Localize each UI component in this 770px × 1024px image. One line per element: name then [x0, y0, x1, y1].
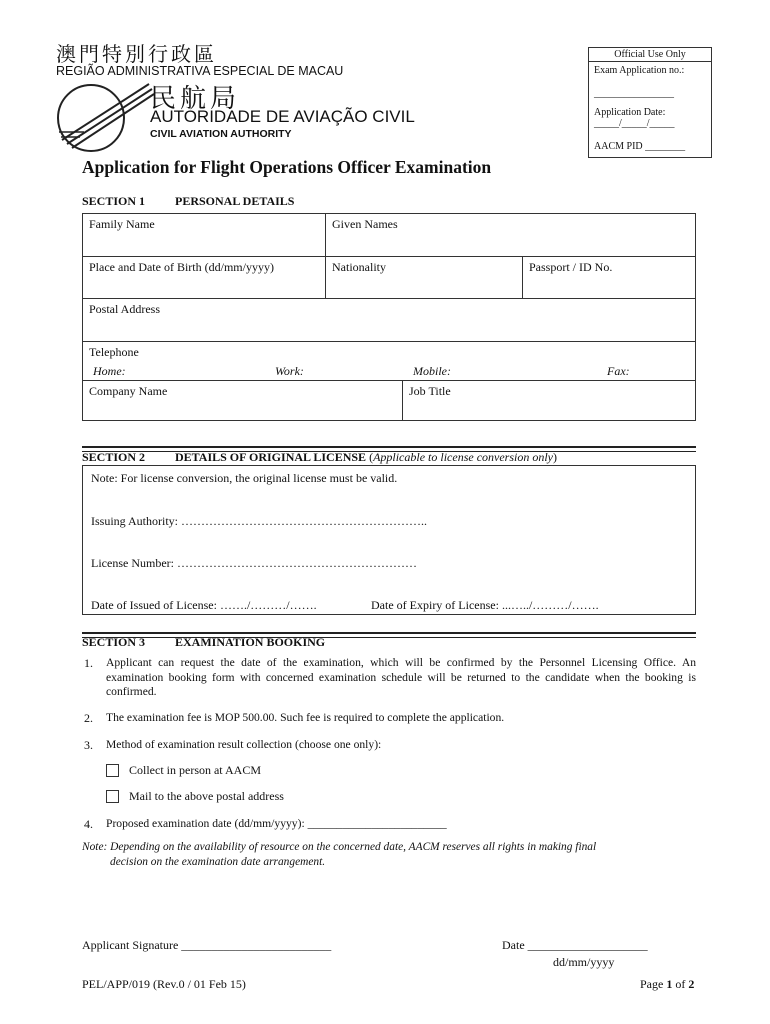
booking-note: Note: Depending on the availability of resource on the concerned date, AACM reserves all rights in making final [82, 841, 597, 853]
birth-field[interactable] [82, 256, 326, 299]
work-phone-label: Work: [275, 364, 304, 378]
section2-heading-line [175, 450, 557, 465]
section3-number: SECTION 3 [82, 635, 146, 649]
mobile-phone-label: Mobile: [413, 364, 451, 378]
family-name-field[interactable] [82, 213, 326, 257]
chinese-region-title: 澳門特別行政區 [56, 42, 217, 66]
item-number: 1. [84, 656, 93, 670]
mail-checkbox[interactable] [106, 790, 119, 803]
fax-label: Fax: [607, 364, 630, 378]
item-number: 3. [84, 738, 93, 752]
postal-address-field[interactable] [82, 298, 696, 342]
chinese-authority-title: 民航局 [150, 84, 241, 114]
section2-heading: DETAILS OF ORIGINAL LICENSE [175, 450, 367, 464]
passport-label: Passport / ID No. [529, 260, 613, 274]
current-page: 1 [666, 977, 673, 991]
home-phone-label: Home: [93, 364, 126, 378]
date-expiry-field[interactable]: Date of Expiry of License: ...…../………/……. [371, 598, 599, 612]
telephone-field[interactable] [82, 341, 696, 381]
total-pages: 2 [688, 977, 695, 991]
section2-number: SECTION 2 [82, 450, 146, 464]
job-title-field[interactable] [402, 380, 696, 421]
official-use-title: Official Use Only [589, 48, 711, 62]
page-number [640, 977, 694, 992]
passport-field[interactable] [522, 256, 696, 299]
paren: ( [369, 450, 374, 464]
telephone-label: Telephone [89, 345, 139, 359]
region-title-pt: REGIÃO ADMINISTRATIVA ESPECIAL DE MACAU [56, 64, 344, 78]
official-use-box [588, 47, 712, 158]
item-number: 2. [84, 711, 93, 725]
aacm-pid-field[interactable]: AACM PID ________ [594, 141, 686, 152]
booking-note-cont: decision on the examination date arrangement. [110, 856, 326, 868]
page-prefix: Page [640, 977, 667, 991]
section2-subnote: Applicable to license conversion only [373, 450, 554, 464]
authority-title-pt: AUTORIDADE DE AVIAÇÃO CIVIL [150, 107, 415, 126]
job-title-label: Job Title [409, 384, 451, 398]
application-date-field[interactable]: _____/_____/_____ [594, 118, 675, 129]
item-booking-text: Applicant can request the date of the examination, which will be confirmed by the Personnel Licensing Office. An examination booking form with concerned examination schedule will be returned to the candidate when the booking is confirmed. [106, 656, 696, 698]
company-name-field[interactable] [82, 380, 403, 421]
postal-address-label: Postal Address [89, 302, 161, 316]
section1-number: SECTION 1 [82, 194, 146, 208]
item-method-text: Method of examination result collection (choose one only): [106, 738, 382, 751]
given-names-field[interactable] [325, 213, 696, 257]
issuing-authority-field[interactable]: Issuing Authority: …………………………………………………….. [91, 514, 428, 528]
license-number-field[interactable]: License Number: …………………………………………………… [91, 556, 417, 570]
license-note: Note: For license conversion, the original license must be valid. [91, 471, 398, 485]
page-of: of [672, 977, 689, 991]
applicant-signature-field[interactable]: Applicant Signature _________________________ [82, 938, 332, 952]
license-details-box [82, 465, 696, 615]
date-issued-field[interactable]: Date of Issued of License: ……./………/……. [91, 598, 317, 612]
page-title: Application for Flight Operations Officer Examination [82, 157, 492, 177]
application-date-label: Application Date: [594, 107, 666, 118]
nationality-label: Nationality [332, 260, 386, 274]
company-name-label: Company Name [89, 384, 168, 398]
date-format-hint: dd/mm/yyyy [553, 955, 615, 969]
signature-date-field[interactable]: Date ____________________ [502, 938, 648, 952]
family-name-label: Family Name [89, 217, 155, 231]
given-names-label: Given Names [332, 217, 398, 231]
exam-application-no-field[interactable]: ________________ [594, 88, 674, 99]
mail-label: Mail to the above postal address [129, 789, 284, 803]
exam-application-no-label: Exam Application no.: [594, 65, 685, 76]
civil-aviation-logo-icon [54, 80, 154, 155]
collect-in-person-label: Collect in person at AACM [129, 763, 261, 777]
section1-heading: PERSONAL DETAILS [175, 194, 295, 208]
proposed-date-field[interactable]: Proposed examination date (dd/mm/yyyy): ________________________ [106, 817, 447, 830]
birth-label: Place and Date of Birth (dd/mm/yyyy) [89, 260, 274, 274]
item-fee-text: The examination fee is MOP 500.00. Such fee is required to complete the application. [106, 711, 505, 724]
section3-heading: EXAMINATION BOOKING [175, 635, 326, 649]
form-reference: PEL/APP/019 (Rev.0 / 01 Feb 15) [82, 977, 246, 991]
authority-title-en: CIVIL AVIATION AUTHORITY [150, 128, 292, 140]
paren: ) [553, 450, 558, 464]
nationality-field[interactable] [325, 256, 523, 299]
collect-in-person-checkbox[interactable] [106, 764, 119, 777]
item-number: 4. [84, 817, 93, 831]
